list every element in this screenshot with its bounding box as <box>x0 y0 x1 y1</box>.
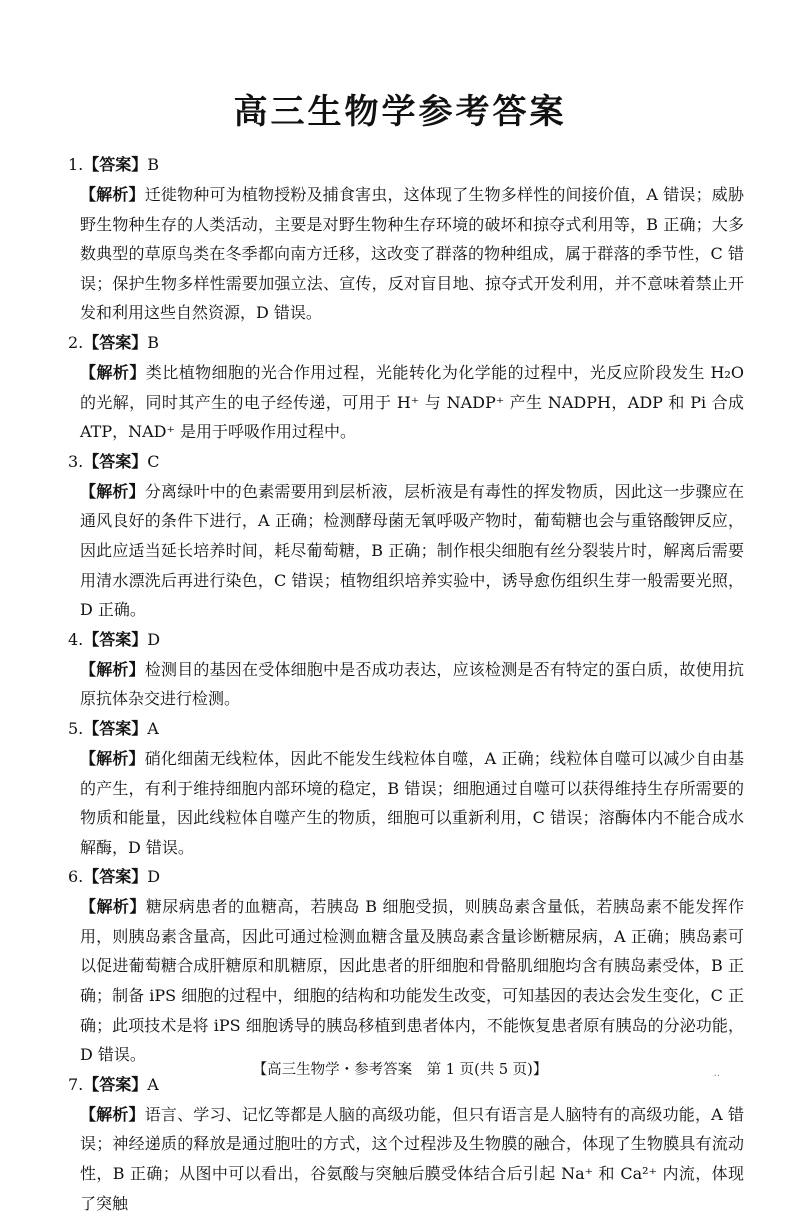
answer-value: A <box>147 1074 159 1094</box>
analysis-text <box>80 358 744 447</box>
analysis-body: 检测目的基因在受体细胞中是否成功表达，应该检测是否有特定的蛋白质，故使用抗原抗体杂交进行检测。 <box>80 659 744 709</box>
answer-tag: 【答案】 <box>83 867 148 887</box>
answer-line <box>68 328 744 358</box>
analysis-body: 迁徙物种可为植物授粉及捕食害虫，这体现了生物多样性的间接价值，A 错误；威胁野生物种生存的人类活动，主要是对野生物种生存环境的破坏和掠夺式利用等，B 正确；大多数典型的草原鸟类在冬季都向南方迁移，这改变了群落的物种组成，属于群落的季节性，C 错误；保护生物多样性需要加强立法、宣传，反对盲目地、掠夺式开发利用，并不意味着禁止开发和利用这些自然资源，D 错误。 <box>80 185 744 323</box>
answer-tag: 【答案】 <box>83 332 148 352</box>
question-number: 4. <box>68 629 84 649</box>
answer-line <box>68 862 744 892</box>
analysis-tag: 【解析】 <box>80 1104 145 1124</box>
answer-tag: 【答案】 <box>83 629 148 649</box>
answer-tag: 【答案】 <box>83 155 148 174</box>
question-6 <box>68 862 744 1070</box>
analysis-body: 类比植物细胞的光合作用过程，光能转化为化学能的过程中，光反应阶段发生 H₂O 的光解，同时其产生的电子经传递，可用于 H⁺ 与 NADP⁺ 产生 NADPH，ADP 和 Pi 合成 ATP，NAD⁺ 是用于呼吸作用过程中。 <box>80 362 744 442</box>
analysis-text <box>80 180 744 328</box>
analysis-text <box>80 892 744 1070</box>
question-3 <box>68 447 744 625</box>
analysis-text <box>80 655 744 714</box>
answer-value: B <box>147 332 160 352</box>
answer-line <box>68 447 744 477</box>
question-7 <box>68 1070 744 1218</box>
question-1 <box>68 150 744 328</box>
answer-line <box>68 150 744 180</box>
analysis-tag: 【解析】 <box>80 185 145 204</box>
answer-value: D <box>147 867 161 887</box>
analysis-tag: 【解析】 <box>80 481 145 501</box>
analysis-tag: 【解析】 <box>80 748 145 768</box>
analysis-tag: 【解析】 <box>80 362 146 382</box>
analysis-text <box>80 744 744 862</box>
question-number: 7. <box>68 1074 84 1094</box>
answer-value: B <box>147 155 160 174</box>
analysis-text <box>80 477 744 625</box>
answer-tag: 【答案】 <box>83 451 148 471</box>
analysis-text <box>80 1100 744 1218</box>
question-number: 2. <box>68 332 84 352</box>
question-number: 3. <box>68 451 84 471</box>
question-number: 5. <box>68 718 84 738</box>
analysis-body: 语言、学习、记忆等都是人脑的高级功能，但只有语言是人脑特有的高级功能，A 错误；神经递质的释放是通过胞吐的方式，这个过程涉及生物膜的融合，体现了生物膜具有流动性，B 正确；从图中可以看出，谷氨酸与突触后膜受体结合后引起 Na⁺ 和 Ca²⁺ 内流，体现了突触 <box>80 1104 744 1213</box>
analysis-body: 硝化细菌无线粒体，因此不能发生线粒体自噬，A 正确；线粒体自噬可以减少自由基的产生，有利于维持细胞内部环境的稳定，B 错误；细胞通过自噬可以获得维持生存所需要的物质和能量，因此线粒体自噬产生的物质，细胞可以重新利用，C 错误；溶酶体内不能合成水解酶，D 错误。 <box>80 748 744 857</box>
question-5 <box>68 714 744 862</box>
answer-value: C <box>147 451 160 471</box>
answer-tag: 【答案】 <box>83 1074 148 1094</box>
footer-mark: .. <box>713 1068 720 1079</box>
page-footer: 【高三生物学・参考答案 第 1 页(共 5 页)】 <box>252 1062 548 1078</box>
question-2 <box>68 328 744 447</box>
analysis-body: 分离绿叶中的色素需要用到层析液，层析液是有毒性的挥发物质，因此这一步骤应在通风良好的条件下进行，A 正确；检测酵母菌无氧呼吸产物时，葡萄糖也会与重铬酸钾反应，因此应适当延长培养时间，耗尽葡萄糖，B 正确；制作根尖细胞有丝分裂装片时，解离后需要用清水漂洗后再进行染色，C 错误；植物组织培养实验中，诱导愈伤组织生芽一般需要光照，D 正确。 <box>80 481 744 620</box>
analysis-tag: 【解析】 <box>80 897 146 917</box>
analysis-tag: 【解析】 <box>80 659 145 679</box>
answer-value: D <box>147 629 161 649</box>
answer-line <box>68 625 744 655</box>
answer-line <box>68 714 744 744</box>
question-4 <box>68 625 744 714</box>
page-title: 高三生物学参考答案 <box>233 92 567 132</box>
answer-tag: 【答案】 <box>83 718 148 738</box>
question-number: 6. <box>68 867 84 887</box>
answer-value: A <box>147 718 159 738</box>
question-number: 1. <box>68 155 84 174</box>
analysis-body: 糖尿病患者的血糖高，若胰岛 B 细胞受损，则胰岛素含量低，若胰岛素不能发挥作用，则胰岛素含量高，因此可通过检测血糖含量及胰岛素含量诊断糖尿病，A 正确；胰岛素可以促进葡萄糖合成肝糖原和肌糖原，因此患者的肝细胞和骨骼肌细胞均含有胰岛素受体，B 正确；制备 iPS 细胞的过程中，细胞的结构和功能发生改变，可知基因的表达会发生变化，C 正确；此项技术是将 iPS 细胞诱导的胰岛移植到患者体内，不能恢复患者原有胰岛的分泌功能，D 错误。 <box>80 897 744 1065</box>
